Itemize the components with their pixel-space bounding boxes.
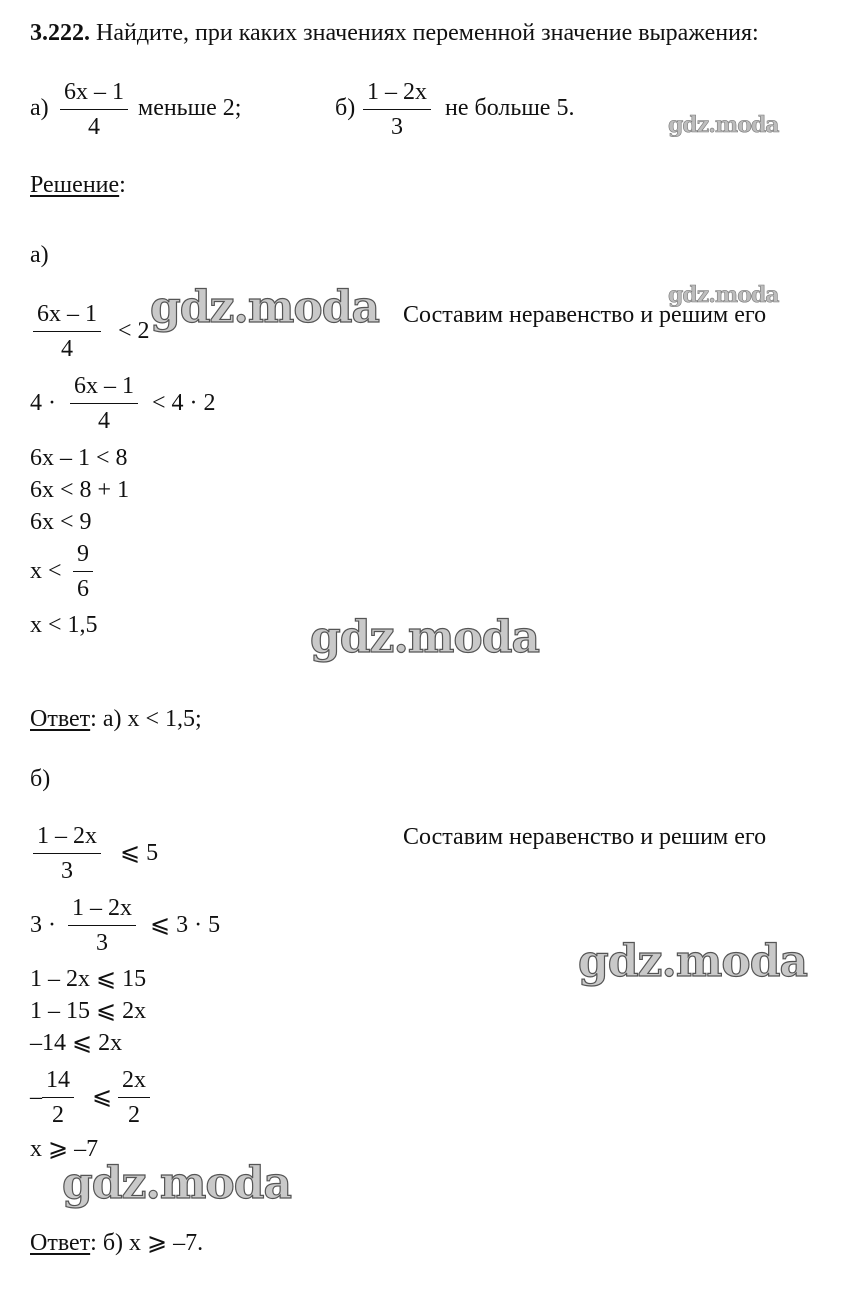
solution-label: Решение [30, 172, 120, 198]
part-a-fraction [60, 78, 128, 141]
b-step1-relation: ⩽ 5 [120, 840, 159, 866]
fraction-numerator: 2x [118, 1066, 150, 1098]
part-a-condition: меньше 2; [138, 95, 242, 121]
b-step2-left: 3 · [30, 912, 56, 938]
b-step1-fraction [33, 822, 101, 885]
b-step6-fraction-right [118, 1066, 150, 1129]
a-final: x < 1,5 [30, 612, 98, 638]
part-b-label: б) [335, 95, 356, 121]
part-b-condition: не больше 5. [445, 95, 575, 121]
fraction-denominator: 4 [98, 408, 110, 434]
a-step6-left: x < [30, 558, 62, 584]
task-number: 3.222. [30, 20, 90, 46]
a-step2-relation: < 4 · 2 [152, 390, 216, 416]
fraction-numerator: 1 – 2x [68, 894, 136, 926]
solution-b-label: б) [30, 766, 51, 792]
answer-text: : б) x ⩾ –7. [90, 1230, 204, 1256]
fraction-numerator: 6x – 1 [33, 300, 101, 332]
watermark-logo: gdz.moda [668, 112, 779, 138]
a-answer [30, 704, 202, 734]
answer-label: Ответ [30, 706, 91, 732]
fraction-denominator: 2 [128, 1102, 140, 1128]
watermark-logo: gdz.moda [150, 282, 380, 333]
solution-colon: : [119, 172, 126, 198]
fraction-denominator: 3 [96, 930, 108, 956]
b-step5: –14 ⩽ 2x [30, 1030, 123, 1056]
fraction-denominator: 2 [52, 1102, 64, 1128]
fraction-numerator: 6x – 1 [70, 372, 138, 404]
fraction-denominator: 6 [77, 576, 89, 602]
b-step6-fraction-left [42, 1066, 74, 1129]
answer-text: : а) x < 1,5; [90, 706, 202, 732]
b-step6-minus: – [30, 1084, 42, 1110]
a-comment: Составим неравенство и решим его [403, 302, 767, 328]
fraction-numerator: 6x – 1 [60, 78, 128, 110]
b-comment: Составим неравенство и решим его [403, 824, 767, 850]
a-step3: 6x – 1 < 8 [30, 445, 128, 471]
a-step1-relation: < 2 [118, 318, 150, 344]
a-step6-fraction [73, 540, 93, 603]
b-answer [30, 1228, 203, 1258]
fraction-numerator: 9 [73, 540, 93, 572]
b-step6-relation: ⩽ [92, 1084, 113, 1110]
watermark-logo: gdz.moda [578, 936, 808, 987]
part-b-fraction [363, 78, 431, 141]
fraction-denominator: 3 [391, 114, 403, 140]
fraction-denominator: 4 [88, 114, 100, 140]
a-step2-left: 4 · [30, 390, 56, 416]
a-step4: 6x < 8 + 1 [30, 477, 130, 503]
a-step2-fraction [70, 372, 138, 435]
watermark-logo: gdz.moda [310, 612, 540, 663]
fraction-numerator: 14 [42, 1066, 74, 1098]
fraction-numerator: 1 – 2x [33, 822, 101, 854]
fraction-denominator: 3 [61, 858, 73, 884]
part-a-label: а) [30, 95, 49, 121]
b-step2-fraction [68, 894, 136, 957]
watermark-logo: gdz.moda [62, 1158, 292, 1209]
b-step3: 1 – 2x ⩽ 15 [30, 966, 147, 992]
fraction-numerator: 1 – 2x [363, 78, 431, 110]
fraction-denominator: 4 [61, 336, 73, 362]
b-step2-relation: ⩽ 3 · 5 [150, 912, 221, 938]
b-step4: 1 – 15 ⩽ 2x [30, 998, 147, 1024]
b-final: x ⩾ –7 [30, 1136, 99, 1162]
solution-a-label: а) [30, 242, 49, 268]
watermark-logo: gdz.moda [668, 282, 779, 308]
solution-heading [30, 170, 126, 200]
answer-label: Ответ [30, 1230, 91, 1256]
task-text: Найдите, при каких значениях переменной значение выражения: [96, 20, 759, 46]
task-header [30, 18, 759, 48]
a-step5: 6x < 9 [30, 509, 92, 535]
a-step1-fraction [33, 300, 101, 363]
